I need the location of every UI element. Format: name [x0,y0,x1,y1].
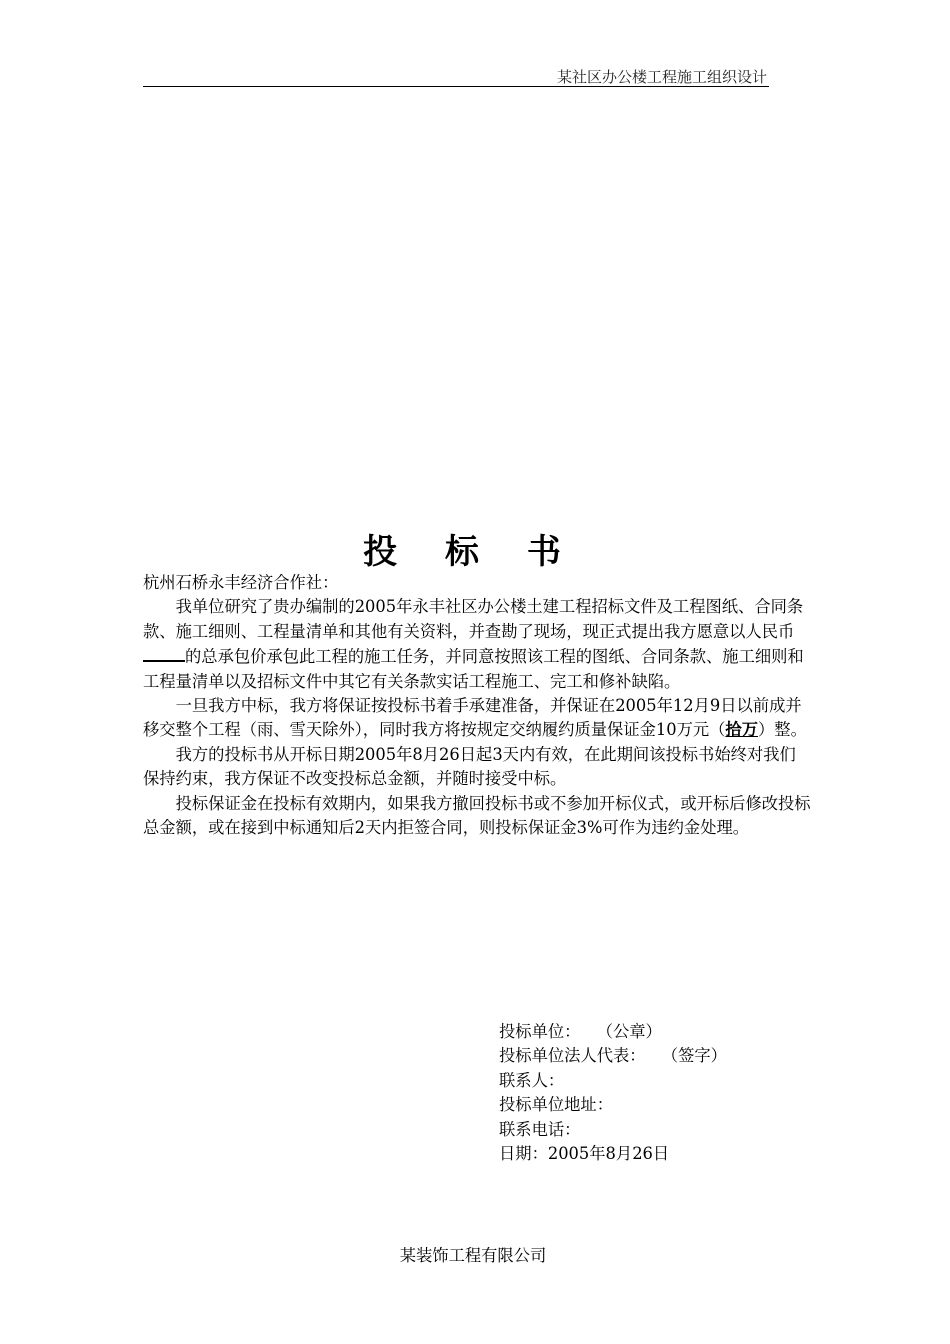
paragraph-1 [143,595,811,694]
contact-person: 联系人： [499,1070,565,1090]
page-footer [0,1242,950,1266]
page-header [143,64,769,87]
paragraph-2-part-b: ）整。 [758,720,807,740]
contact-phone: 联系电话： [499,1119,581,1139]
document-title: 投 标 书 [363,532,579,572]
paragraph-2 [143,694,811,743]
paragraph-2-part-a: 一旦我方中标，我方将保证按投标书着手承建准备，并保证在2005年12月9日以前成并移交整个工程（雨、雪天除外），同时我方将按规定交纳履约质量保证金10万元（ [143,696,802,740]
signature-block [499,1020,727,1166]
header-title: 某社区办公楼工程施工组织设计 [556,68,767,86]
price-blank [143,644,185,662]
sign-date: 日期：2005年8月26日 [499,1144,670,1164]
paragraph-3: 我方的投标书从开标日期2005年8月26日起3天内有效，在此期间该投标书始终对我们保持约束，我方保证不改变投标总金额，并随时接受中标。 [143,744,796,789]
paragraph-1-part-a: 我单位研究了贵办编制的2005年永丰社区办公楼土建工程招标文件及工程图纸、合同条款、施工细则、工程量清单和其他有关资料，并查勘了现场，现正式提出我方愿意以人民币 [143,597,804,641]
bidder-address: 投标单位地址： [499,1095,613,1115]
letter-body [143,571,811,840]
addressee: 杭州石桥永丰经济合作社： [143,573,339,592]
legal-representative: 投标单位法人代表： （签字） [499,1046,727,1066]
paragraph-1-part-b: 的总承包价承包此工程的施工任务，并同意按照该工程的图纸、合同条款、施工细则和工程量清单以及招标文件中其它有关条款实话工程施工、完工和修补缺陷。 [143,647,804,691]
paragraph-4: 投标保证金在投标有效期内，如果我方撤回投标书或不参加开标仪式，或开标后修改投标总金额，或在接到中标通知后2天内拒签合同，则投标保证金3%可作为违约金处理。 [143,793,811,838]
footer-company: 某装饰工程有限公司 [399,1246,547,1265]
bidder-unit: 投标单位： （公章） [499,1022,662,1041]
deposit-amount: 拾万 [725,720,758,740]
